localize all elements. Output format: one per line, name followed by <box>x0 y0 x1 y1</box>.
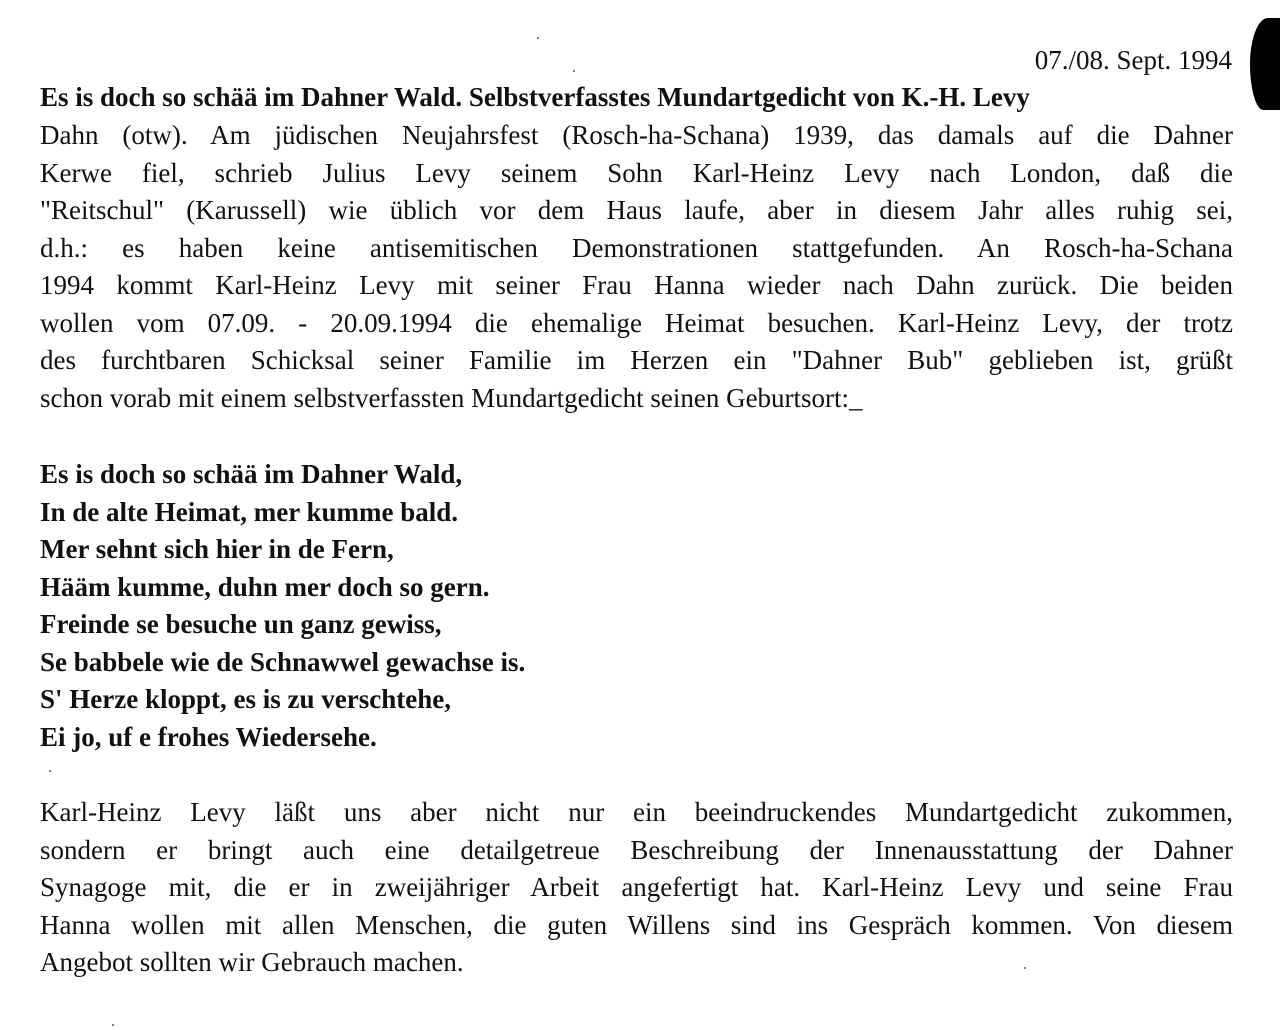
intro-paragraph <box>40 117 1233 417</box>
intro-line: d.h.: es haben keine antisemitischen Demonstrationen stattgefunden. An Rosch-ha-Schana <box>40 232 1233 263</box>
poem-line: Ei jo, uf e frohes Wiedersehe. <box>40 721 377 752</box>
scan-ink-blot <box>1250 18 1280 110</box>
closing-line: Hanna wollen mit allen Menschen, die guten Willens sind ins Gespräch kommen. Von diesem <box>40 909 1233 940</box>
article-headline: Es is doch so schää im Dahner Wald. Selbstverfasstes Mundartgedicht von K.-H. Levy <box>40 82 1030 112</box>
dialect-poem <box>40 456 525 756</box>
poem-line: Se babbele wie de Schnawwel gewachse is. <box>40 646 526 677</box>
closing-line: Karl-Heinz Levy läßt uns aber nicht nur ein beeindruckendes Mundartgedicht zukommen, <box>40 797 1233 827</box>
poem-line: Mer sehnt sich hier in de Fern, <box>40 534 394 564</box>
intro-line: schon vorab mit einem selbstverfassten Mundartgedicht seinen Geburtsort:_ <box>40 382 863 413</box>
intro-line: "Reitschul" (Karussell) wie üblich vor dem Haus laufe, aber in diesem Jahr alles ruhig sei, <box>40 195 1233 225</box>
intro-line: Dahn (otw). Am jüdischen Neujahrsfest (Rosch-ha-Schana) 1939, das damals auf die Dahner <box>40 120 1233 150</box>
intro-line: Kerwe fiel, schrieb Julius Levy seinem Sohn Karl-Heinz Levy nach London, daß die <box>40 157 1233 188</box>
intro-line: wollen vom 07.09. - 20.09.1994 die ehemalige Heimat besuchen. Karl-Heinz Levy, der trotz <box>40 307 1233 338</box>
intro-line: 1994 kommt Karl-Heinz Levy mit seiner Frau Hanna wieder nach Dahn zurück. Die beiden <box>40 270 1233 300</box>
closing-line: Angebot sollten wir Gebrauch machen. <box>40 947 464 977</box>
intro-line: des furchtbaren Schicksal seiner Familie im Herzen ein "Dahner Bub" geblieben ist, grüßt <box>40 345 1233 375</box>
closing-line: Synagoge mit, die er in zweijähriger Arbeit angefertigt hat. Karl-Heinz Levy und seine Frau <box>40 872 1233 902</box>
scan-speck <box>537 37 539 39</box>
closing-paragraph <box>40 794 1233 982</box>
closing-line: sondern er bringt auch eine detailgetreue Beschreibung der Innenausstattung der Dahner <box>40 834 1233 865</box>
scan-speck <box>49 770 51 772</box>
scan-speck <box>112 1024 114 1026</box>
poem-line: Hääm kumme, duhn mer doch so gern. <box>40 571 490 602</box>
poem-line: Freinde se besuche un ganz gewiss, <box>40 609 442 639</box>
scan-speck <box>573 70 575 72</box>
poem-line: S' Herze kloppt, es is zu verschtehe, <box>40 684 451 714</box>
poem-line: Es is doch so schää im Dahner Wald, <box>40 459 463 489</box>
poem-line: In de alte Heimat, mer kumme bald. <box>40 496 458 527</box>
article-date: 07./08. Sept. 1994 <box>1034 45 1232 75</box>
